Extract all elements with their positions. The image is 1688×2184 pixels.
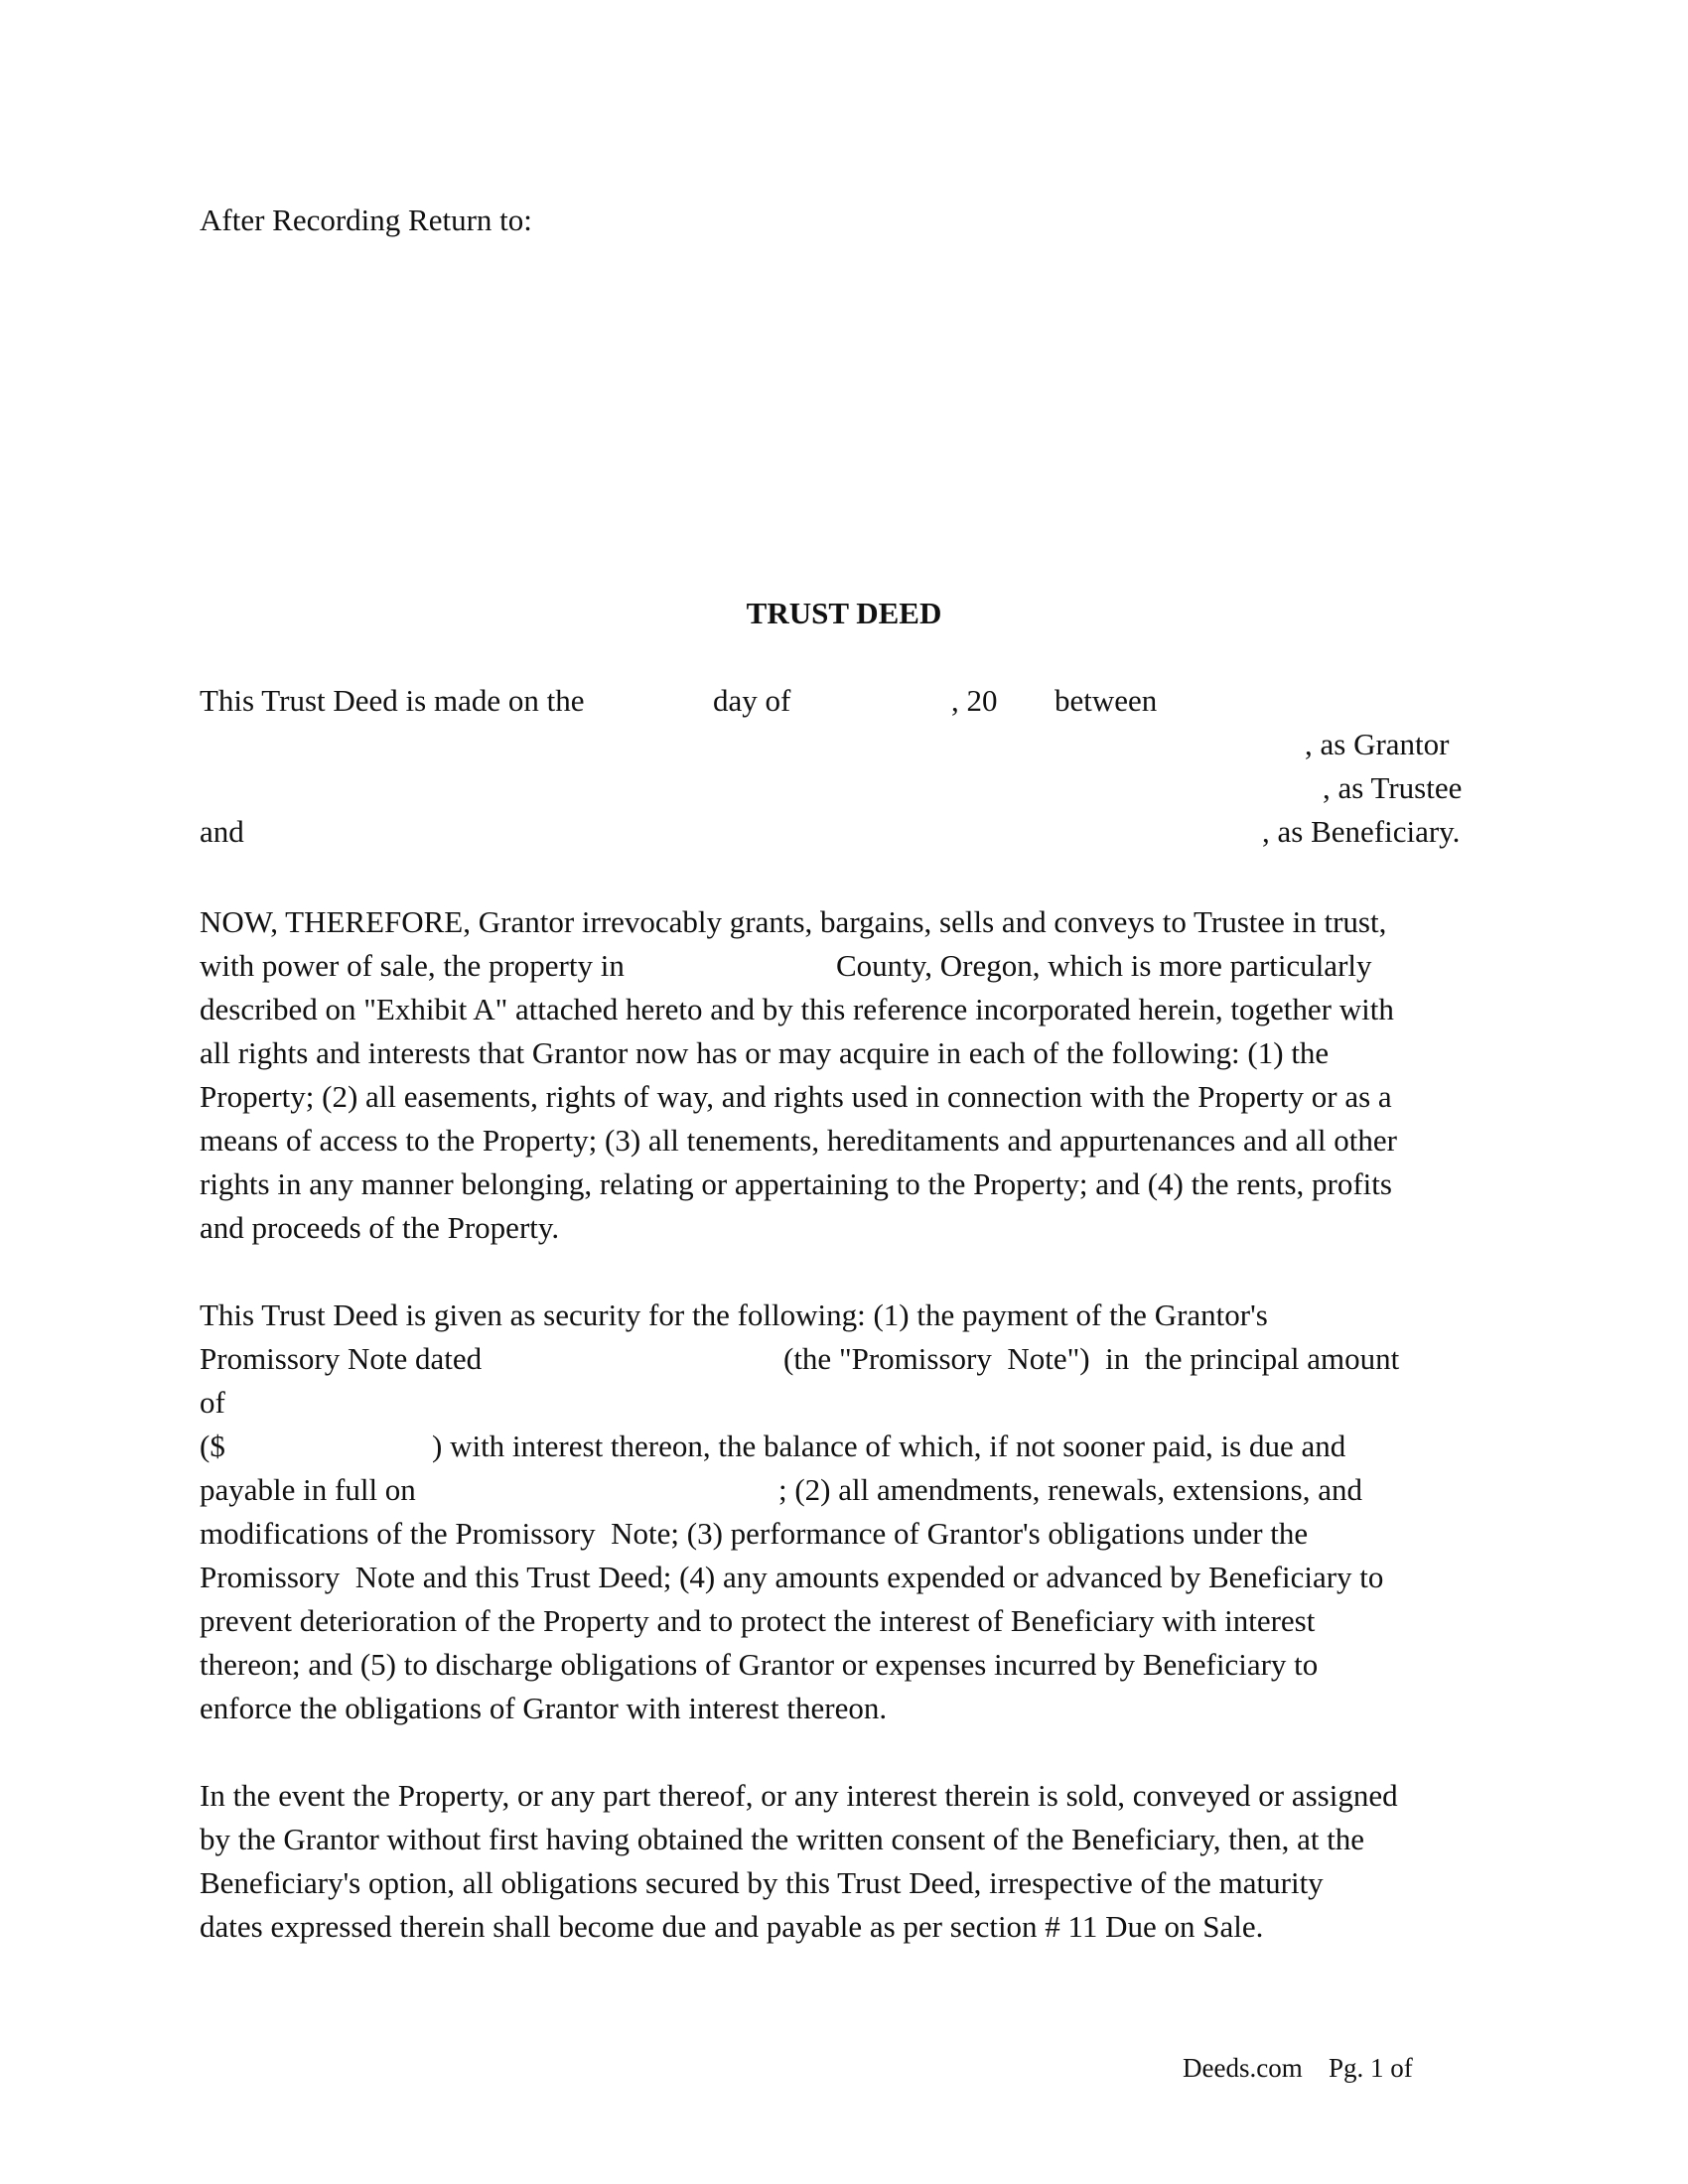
security-line: ($ xyxy=(200,1429,225,1463)
security-line: thereon; and (5) to discharge obligations of Grantor or expenses incurred by Beneficiary to xyxy=(200,1647,1319,1682)
parties-intro: This Trust Deed is made on the xyxy=(200,683,585,718)
conveyance-line: described on "Exhibit A" attached hereto and by this reference incorporated herein, together with xyxy=(200,992,1394,1026)
due-on-sale-line: dates expressed therein shall become due and payable as per section # 11 Due on Sale. xyxy=(200,1909,1264,1944)
security-line: of xyxy=(200,1385,225,1420)
beneficiary-role: , as Beneficiary. xyxy=(1262,814,1461,849)
conveyance-line: Property; (2) all easements, rights of way, and rights used in connection with the Property or as a xyxy=(200,1079,1392,1114)
footer-site: Deeds.com xyxy=(1183,2053,1303,2083)
security-line: This Trust Deed is given as security for the following: (1) the payment of the Grantor's xyxy=(200,1297,1268,1332)
grantor-role: , as Grantor xyxy=(1305,727,1450,761)
security-line: ) with interest thereon, the balance of which, if not sooner paid, is due and xyxy=(432,1429,1346,1463)
security-line: Promissory Note and this Trust Deed; (4) any amounts expended or advanced by Beneficiary to xyxy=(200,1560,1384,1594)
conveyance-line: with power of sale, the property in xyxy=(200,948,625,983)
parties-day-of: day of xyxy=(713,683,791,718)
due-on-sale-line: by the Grantor without first having obtained the written consent of the Beneficiary, then, at the xyxy=(200,1822,1365,1856)
parties-between: between xyxy=(1055,683,1158,718)
conveyance-line: means of access to the Property; (3) all tenements, hereditaments and appurtenances and all other xyxy=(200,1123,1397,1158)
return-to-label: After Recording Return to: xyxy=(200,203,532,237)
due-on-sale-line: In the event the Property, or any part thereof, or any interest therein is sold, conveyed or assigned xyxy=(200,1778,1398,1813)
security-line: modifications of the Promissory Note; (3) performance of Grantor's obligations under the xyxy=(200,1516,1309,1551)
security-line: (the "Promissory Note") in the principal amount xyxy=(783,1341,1400,1376)
security-line: prevent deterioration of the Property and to protect the interest of Beneficiary with interest xyxy=(200,1603,1316,1638)
conveyance-line: County, Oregon, which is more particularly xyxy=(836,948,1372,983)
conveyance-line: and proceeds of the Property. xyxy=(200,1210,560,1245)
security-line: Promissory Note dated xyxy=(200,1341,483,1376)
security-line: payable in full on xyxy=(200,1472,416,1507)
trustee-role: , as Trustee xyxy=(1323,770,1463,805)
conveyance-line: NOW, THEREFORE, Grantor irrevocably grants, bargains, sells and conveys to Trustee in trust, xyxy=(200,904,1387,939)
document-title: TRUST DEED xyxy=(746,596,942,630)
conveyance-line: all rights and interests that Grantor now has or may acquire in each of the following: (1) the xyxy=(200,1035,1330,1070)
parties-and: and xyxy=(200,814,244,849)
security-line: ; (2) all amendments, renewals, extensions, and xyxy=(778,1472,1362,1507)
security-line: enforce the obligations of Grantor with interest thereon. xyxy=(200,1691,888,1725)
conveyance-line: rights in any manner belonging, relating or appertaining to the Property; and (4) the rents, profits xyxy=(200,1166,1392,1201)
due-on-sale-line: Beneficiary's option, all obligations secured by this Trust Deed, irrespective of the maturity xyxy=(200,1865,1324,1900)
footer-page-number: Pg. 1 of xyxy=(1329,2053,1413,2083)
parties-year: , 20 xyxy=(951,683,998,718)
